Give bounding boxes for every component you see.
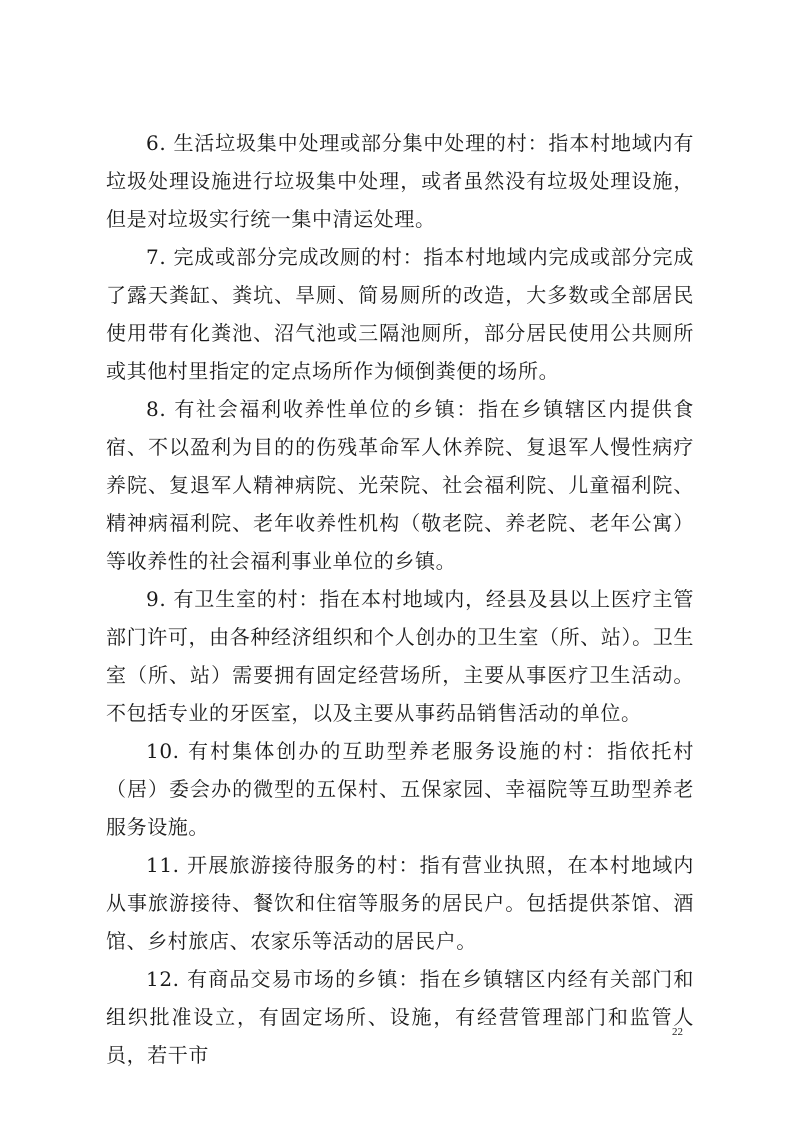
paragraph-item-11: 11. 开展旅游接待服务的村：指有营业执照，在本村地域内从事旅游接待、餐饮和住宿等服务的居民户。包括提供茶馆、酒馆、乡村旅店、农家乐等活动的居民户。: [106, 853, 694, 953]
paragraph-item-9: 9. 有卫生室的村：指在本村地域内，经县及县以上医疗主管部门许可，由各种经济组织和个人创办的卫生室（所、站）。卫生室（所、站）需要拥有固定经营场所，主要从事医疗卫生活动。不包括专业的牙医室，以及主要从事药品销售活动的单位。: [106, 587, 694, 725]
body-text: [106, 124, 694, 1074]
paragraph-item-10: 10. 有村集体创办的互助型养老服务设施的村：指依托村（居）委会办的微型的五保村、五保家园、幸福院等互助型养老服务设施。: [106, 739, 694, 839]
paragraph-item-12: 12. 有商品交易市场的乡镇：指在乡镇辖区内经有关部门和组织批准设立，有固定场所、设施，有经营管理部门和监管人员，若干市: [106, 967, 694, 1067]
page-number: 22: [672, 1026, 683, 1038]
paragraph-item-8: 8. 有社会福利收养性单位的乡镇：指在乡镇辖区内提供食宿、不以盈利为目的的伤残革命军人休养院、复退军人慢性病疗养院、复退军人精神病院、光荣院、社会福利院、儿童福利院、精神病福利院、老年收养性机构（敬老院、养老院、老年公寓）等收养性的社会福利事业单位的乡镇。: [106, 397, 694, 573]
paragraph-item-6: 6. 生活垃圾集中处理或部分集中处理的村：指本村地域内有垃圾处理设施进行垃圾集中处理，或者虽然没有垃圾处理设施，但是对垃圾实行统一集中清运处理。: [106, 131, 694, 231]
paragraph-item-7: 7. 完成或部分完成改厕的村：指本村地域内完成或部分完成了露天粪缸、粪坑、旱厕、简易厕所的改造，大多数或全部居民使用带有化粪池、沼气池或三隔池厕所，部分居民使用公共厕所或其他村里指定的定点场所作为倾倒粪便的场所。: [106, 245, 694, 383]
